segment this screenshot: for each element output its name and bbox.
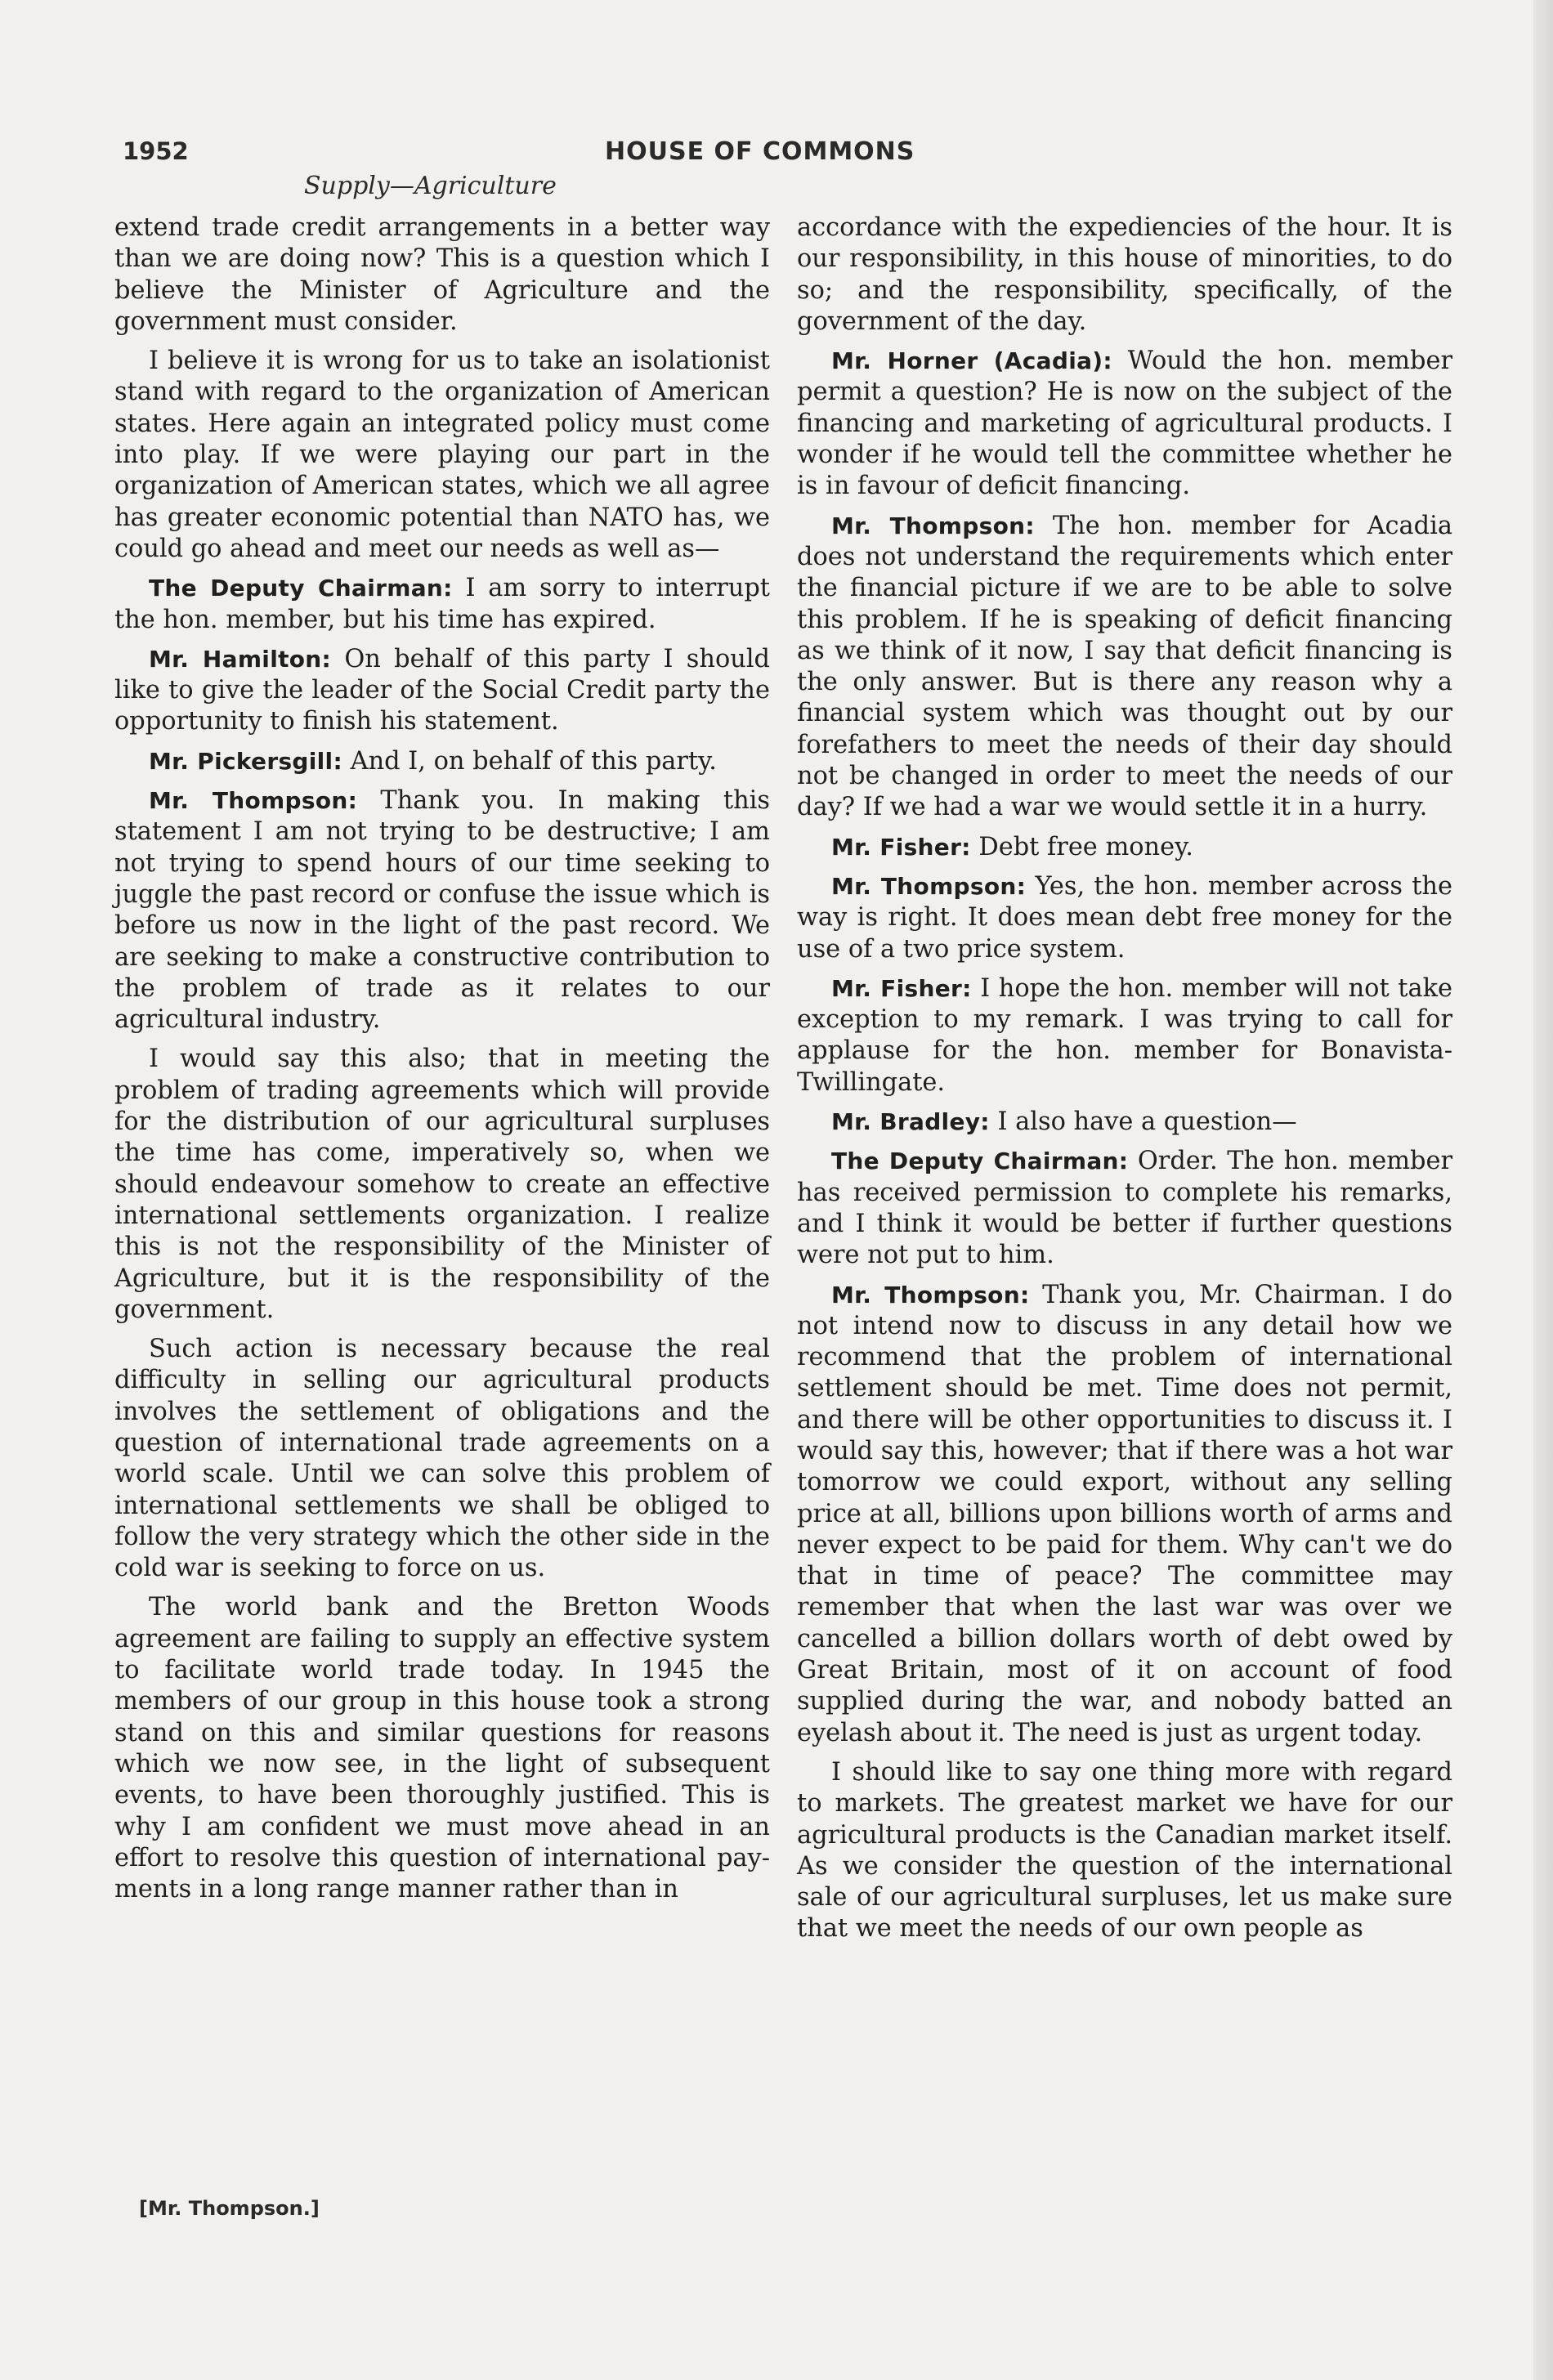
paragraph bbox=[114, 1044, 770, 1326]
paragraph-text: Thank you. In making this statement I am not trying to be destructive; I am not trying to spend hours of our time seeking to juggle the past record or confuse the issue which is before us now in the light of the past record. We are seeking to make a constructive contribution to the problem of trade as it relates to our agricultural industry. bbox=[114, 786, 770, 1035]
paragraph-text: Order. The hon. member has received permission to complete his remarks, and I think it would be better if further questions were not put to him. bbox=[797, 1147, 1452, 1270]
paragraph bbox=[114, 785, 770, 1036]
paragraph-text: accordance with the expediencies of the hour. It is our responsibility, in this house of minorities, to do so; and the responsibility, specifically, of the government of the day. bbox=[797, 213, 1452, 336]
speaker-name: Mr. Fisher: bbox=[831, 974, 972, 1002]
paragraph-text: Would the hon. member permit a question? He is now on the subject of the financing and marketing of agricultural products. I wonder if he would tell the committee whether he is in favour of deficit financing. bbox=[797, 347, 1452, 501]
paragraph bbox=[797, 1146, 1452, 1271]
paragraph-text: The hon. member for Acadia does not understand the requirements which enter the financial picture if we are to be able to solve this problem. If he is speaking of deficit financing as we think of it now, I say that deficit financing is the only answer. But is there any reason why a financial system which was thought out by our forefathers to meet the needs of their day should not be changed in order to meet the needs of our day? If we had a war we would settle it in a hurry. bbox=[797, 511, 1452, 822]
paragraph-text: extend trade credit arrangements in a better way than we are doing now? This is a question which I believe the Minister of Agriculture and the government must consider. bbox=[114, 213, 770, 336]
footer-speaker-note: [Mr. Thompson.] bbox=[139, 2197, 320, 2220]
paragraph bbox=[797, 1280, 1452, 1749]
paragraph bbox=[114, 346, 770, 565]
speaker-name: Mr. Thompson: bbox=[831, 512, 1035, 539]
paragraph bbox=[114, 1592, 770, 1905]
right-column bbox=[797, 212, 1452, 1953]
speaker-name: Mr. Bradley: bbox=[831, 1108, 990, 1136]
speaker-name: Mr. Hamilton: bbox=[149, 645, 332, 673]
speaker-name: Mr. Thompson: bbox=[149, 787, 358, 815]
speaker-name: Mr. Horner (Acadia): bbox=[831, 347, 1112, 375]
speaker-name: Mr. Pickersgill: bbox=[149, 747, 342, 775]
paragraph-text: The world bank and the Bretton Woods agreement are failing to supply an effective system to facilitate world trade today. In 1945 the members of our group in this house took a strong stand on this and similar questions for reasons which we now see, in the light of subsequent events, to have been thoroughly justified. This is why I am confident we must move ahead in an effort to resolve this question of international payments in a long range manner rather than in bbox=[114, 1593, 770, 1904]
paragraph-text: I believe it is wrong for us to take an isolationist stand with regard to the organization of American states. Here again an integrated policy must come into play. If we were playing our part in the organization of American states, which we all agree has greater economic potential than NATO has, we could go ahead and meet our needs as well as— bbox=[114, 347, 770, 563]
paragraph-text: Such action is necessary because the real difficulty in selling our agricultural products involves the settlement of obligations and the question of international trade agreements on a world scale. Until we can solve this problem of international settlements we shall be obliged to follow the very strategy which the other side in the cold war is seeking to force on us. bbox=[114, 1335, 770, 1583]
paragraph-text: And I, on behalf of this party. bbox=[350, 746, 717, 776]
paragraph-text: Thank you, Mr. Chairman. I do not intend now to discuss in any detail how we recommend that the problem of international settlement should be met. Time does not permit, and there will be other opportunities to discuss it. I would say this, however; that if there was a hot war tomorrow we could export, without any selling price at all, billions upon billions worth of arms and never expect to be paid for them. Why can't we do that in time of peace? The committee may remember that when the last war was over we cancelled a billion dollars worth of debt owed by Great Britain, most of it on account of food supplied during the war, and nobody batted an eyelash about it. The need is just as urgent today. bbox=[797, 1280, 1452, 1747]
speaker-name: Mr. Fisher: bbox=[831, 833, 971, 861]
paragraph-text: I also have a question— bbox=[997, 1107, 1297, 1137]
speaker-name: The Deputy Chairman: bbox=[831, 1148, 1129, 1175]
paragraph bbox=[797, 212, 1452, 338]
paragraph-text: I hope the hon. member will not take exception to my remark. I was trying to call for applause for the hon. member for Bonavista-Twillingate. bbox=[797, 973, 1452, 1097]
paragraph bbox=[114, 212, 770, 338]
paragraph-text: Debt free money. bbox=[978, 832, 1193, 861]
paragraph-text: I would say this also; that in meeting the problem of trading agreements which will provide for the distribution of our agricultural surpluses the time has come, imperatively so, when we should endeavour somehow to create an effective international settlements organization. I realize this is not the responsibility of the Minister of Agriculture, but it is the responsibility of the government. bbox=[114, 1045, 770, 1324]
paragraph-text: I should like to say one thing more with regard to markets. The greatest market we have for our agricultural products is the Canadian market itself. As we consider the question of the international sale of our agricultural surpluses, let us make sure that we meet the needs of our own people as bbox=[797, 1757, 1452, 1944]
paragraph bbox=[797, 871, 1452, 965]
paragraph bbox=[797, 511, 1452, 824]
speaker-name: The Deputy Chairman: bbox=[149, 575, 453, 602]
paragraph bbox=[114, 746, 770, 777]
page-edge bbox=[1533, 0, 1553, 2380]
paragraph bbox=[114, 573, 770, 636]
running-title: HOUSE OF COMMONS bbox=[605, 137, 915, 166]
paragraph-text: Yes, the hon. member across the way is right. It does mean debt free money for the use of a two price system. bbox=[797, 871, 1452, 964]
paragraph bbox=[797, 973, 1452, 1098]
paragraph bbox=[114, 644, 770, 738]
paragraph-text: On behalf of this party I should like to give the leader of the Social Credit party the opportunity to finish his statement. bbox=[114, 644, 770, 736]
section-subhead: Supply—Agriculture bbox=[304, 172, 557, 200]
speaker-name: Mr. Thompson: bbox=[831, 1281, 1030, 1309]
page-header bbox=[123, 137, 1463, 173]
paragraph bbox=[797, 346, 1452, 502]
paragraph bbox=[114, 1334, 770, 1584]
paragraph-text: I am sorry to interrupt the hon. member, but his time has expired. bbox=[114, 574, 771, 634]
paragraph bbox=[797, 1757, 1452, 1945]
paragraph bbox=[797, 1107, 1452, 1138]
left-column bbox=[114, 212, 770, 1913]
paragraph bbox=[797, 832, 1452, 863]
page-number: 1952 bbox=[123, 137, 189, 165]
speaker-name: Mr. Thompson: bbox=[831, 872, 1027, 900]
